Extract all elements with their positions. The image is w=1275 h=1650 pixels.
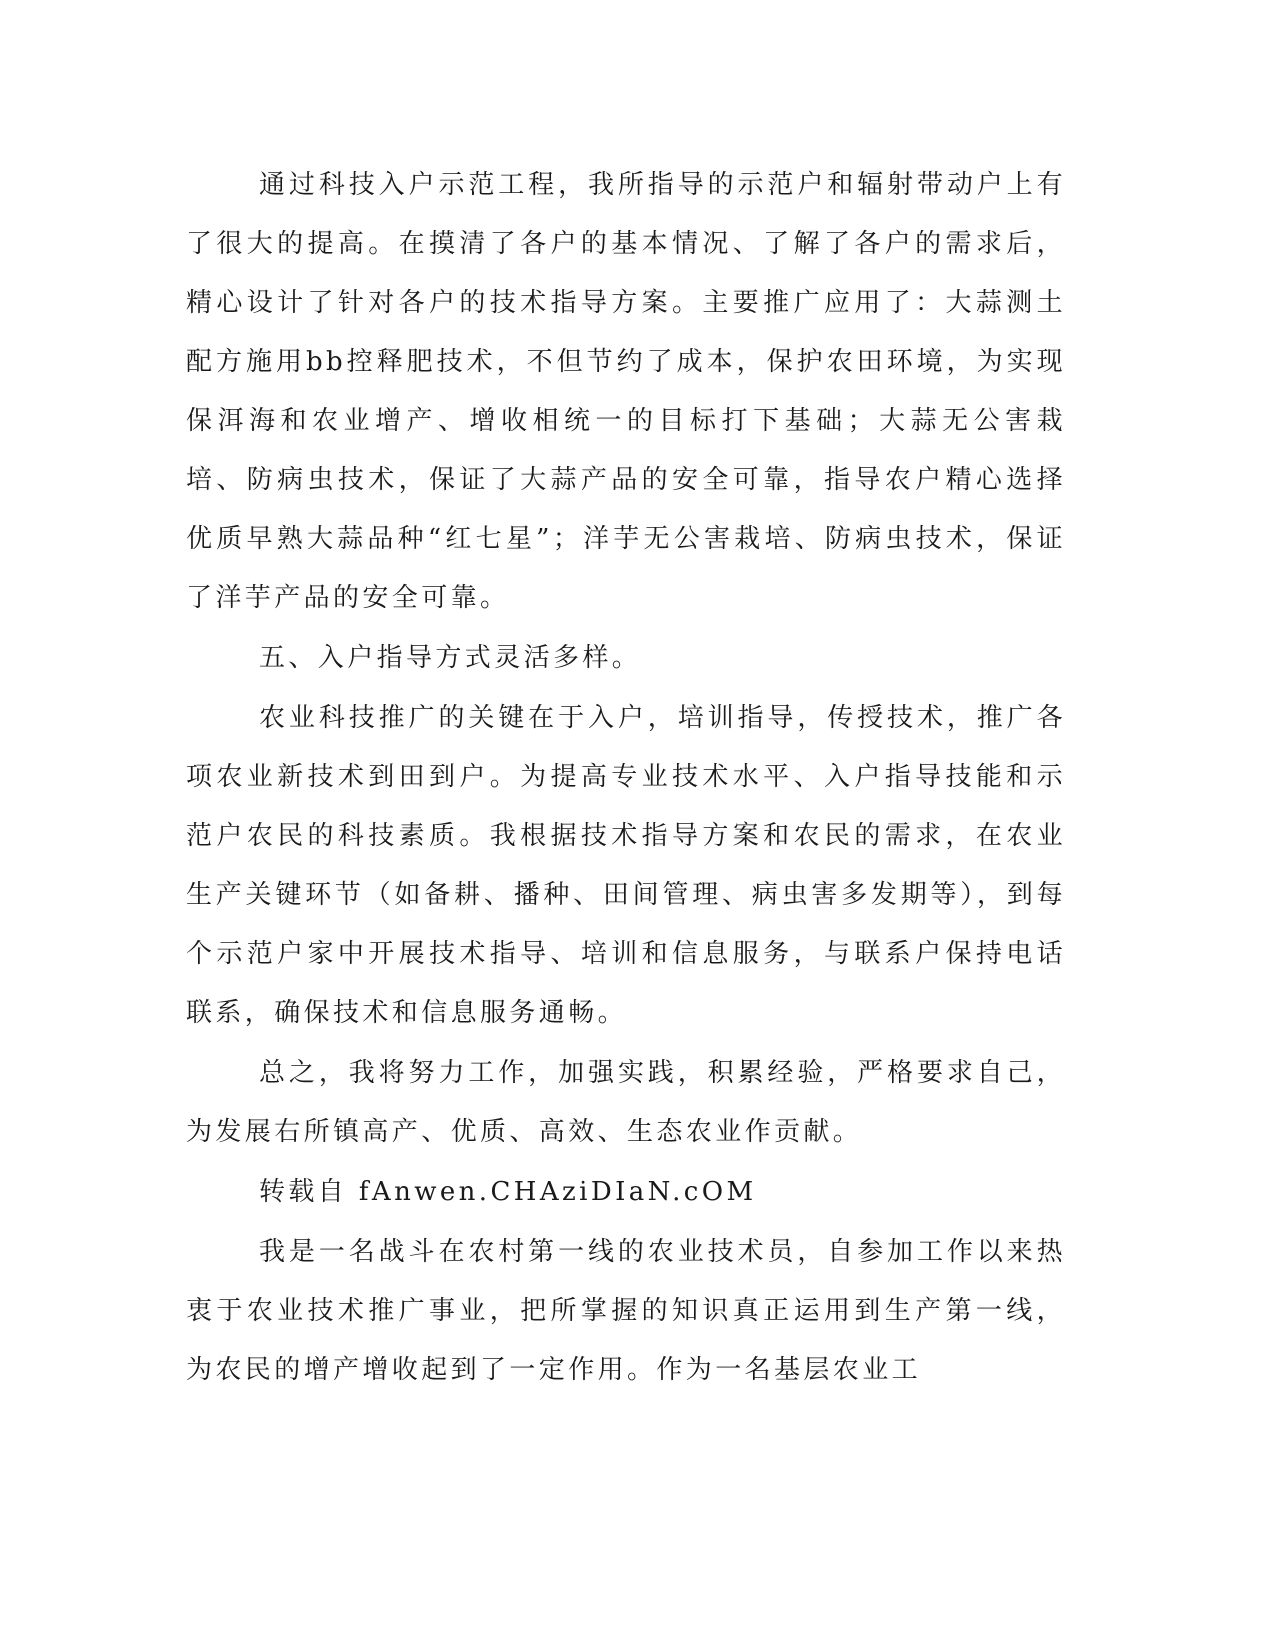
source-note: 转载自 fAnwen.CHAziDIaN.cOM xyxy=(259,1177,757,1207)
paragraph-introduction: 我是一名战斗在农村第一线的农业技术员，自参加工作以来热衷于农业技术推广事业，把所掌握的知识真正运用到生产第一线，为农民的增产增收起到了一定作用。作为一名基层农业工 xyxy=(186,1237,1066,1385)
heading-section-five: 五、入户指导方式灵活多样。 xyxy=(259,643,642,673)
paragraph-tech-demo: 通过科技入户示范工程，我所指导的示范户和辐射带动户上有了很大的提高。在摸清了各户的基本情况、了解了各户的需求后，精心设计了针对各户的技术指导方案。主要推广应用了：大蒜测土配方施用bb控释肥技术，不但节约了成本，保护农田环境，为实现保洱海和农业增产、增收相统一的目标打下基础；大蒜无公害栽培、防病虫技术，保证了大蒜产品的安全可靠，指导农户精心选择优质早熟大蒜品种“红七星”；洋芋无公害栽培、防病虫技术，保证了洋芋产品的安全可靠。 xyxy=(186,170,1066,613)
paragraph-guidance-methods: 农业科技推广的关键在于入户，培训指导，传授技术，推广各项农业新技术到田到户。为提高专业技术水平、入户指导技能和示范户农民的科技素质。我根据技术指导方案和农民的需求，在农业生产关键环节（如备耕、播种、田间管理、病虫害多发期等），到每个示范户家中开展技术指导、培训和信息服务，与联系户保持电话联系，确保技术和信息服务通畅。 xyxy=(186,703,1066,1028)
document-body xyxy=(186,156,1066,1401)
paragraph-summary: 总之，我将努力工作，加强实践，积累经验，严格要求自己，为发展右所镇高产、优质、高效、生态农业作贡献。 xyxy=(186,1058,1066,1147)
